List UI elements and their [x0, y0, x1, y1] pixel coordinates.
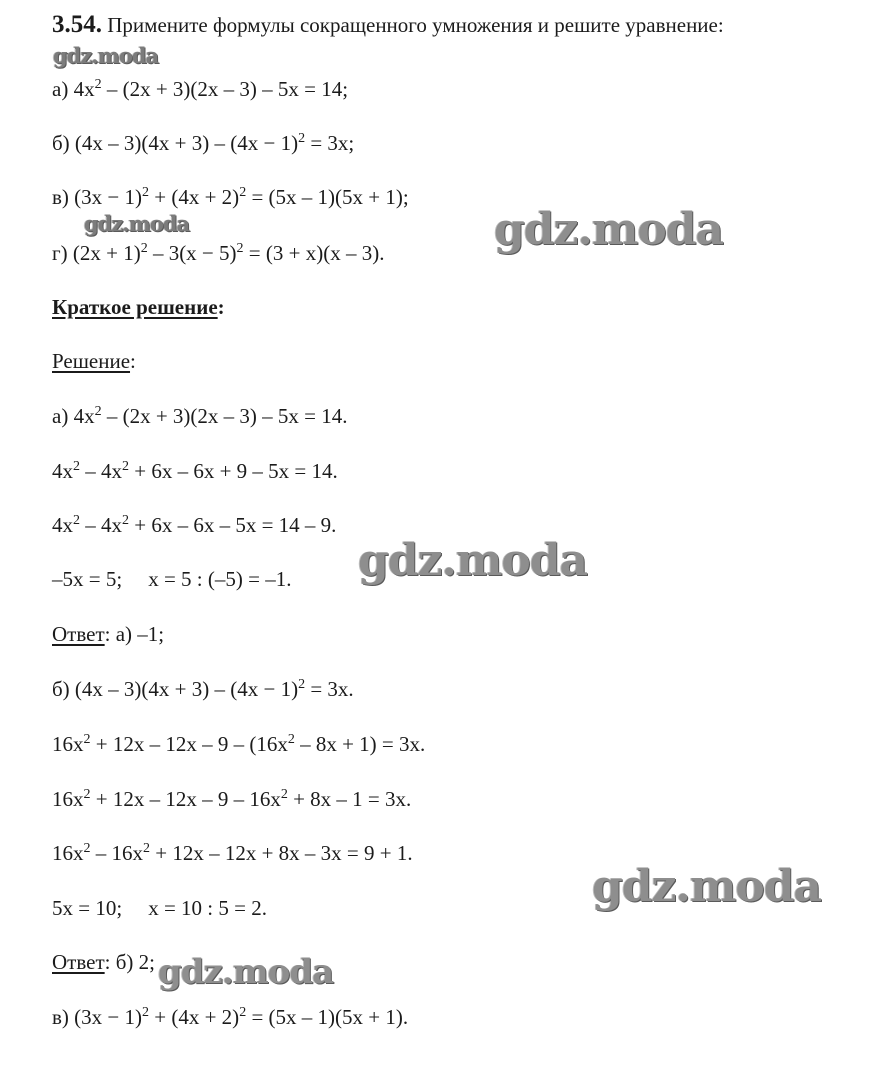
solution-a-step-1: $4x^2 - 4x^2 + 6x - 6x + 9 - 5x = 14$. [52, 459, 338, 483]
solution-b-step-1: $16x^2 + 12x - 12x - 9 - (16x^2 - 8x + 1) = 3x$. [52, 732, 426, 756]
task-number: 3.54. [52, 11, 102, 38]
solution-a-step-2: $4x^2 - 4x^2 + 6x - 6x - 5x = 14 - 9$. [52, 513, 337, 537]
solution-b-answer: Ответ: б) 2; [52, 950, 155, 974]
watermark-large-1: gdz.moda [494, 204, 724, 255]
short-solution-heading: Краткое решение: [52, 295, 225, 319]
solution-b-step-3: $16x^2 - 16x^2 + 12x - 12x + 8x - 3x = 9 + 1$. [52, 841, 413, 865]
task-header [52, 12, 724, 38]
solution-heading: Решение: [52, 349, 136, 373]
problem-v: в) $(3x - 1)^2 + (4x + 2)^2 = (5x - 1)(5x + 1)$; [52, 185, 409, 209]
watermark-small-1: gdz.moda [53, 43, 159, 68]
solution-b-step-4: 5x = 10; x = 10 : 5 = 2. [52, 896, 267, 920]
problem-b: б) $(4x - 3)(4x + 3) - (4x - 1)^2 = 3x$; [52, 131, 355, 155]
solution-a-equation: а) $4x^2 - (2x + 3)(2x - 3) - 5x = 14$. [52, 404, 348, 428]
watermark-large-4: gdz.moda [158, 952, 334, 992]
solution-a-step-3: –5x = 5; x = 5 : (–5) = –1. [52, 567, 292, 591]
solution-v-equation: в) $(3x - 1)^2 + (4x + 2)^2 = (5x - 1)(5x + 1)$. [52, 1005, 409, 1029]
problem-a: а) $4x^2 - (2x + 3)(2x - 3) - 5x = 14$; [52, 77, 349, 101]
watermark-small-2: gdz.moda [84, 211, 190, 236]
solution-a-answer: Ответ: а) –1; [52, 622, 165, 646]
watermark-large-3: gdz.moda [592, 861, 822, 912]
watermark-large-2: gdz.moda [358, 535, 588, 586]
solution-b-equation: б) $(4x - 3)(4x + 3) - (4x - 1)^2 = 3x$. [52, 677, 354, 701]
problem-g: г) $(2x + 1)^2 - 3(x - 5)^2 = (3 + x)(x - 3)$. [52, 241, 385, 265]
solution-b-step-2: $16x^2 + 12x - 12x - 9 - 16x^2 + 8x - 1 = 3x$. [52, 787, 412, 811]
task-instruction: Примените формулы сокращенного умножения и решите уравнение: [107, 13, 724, 37]
